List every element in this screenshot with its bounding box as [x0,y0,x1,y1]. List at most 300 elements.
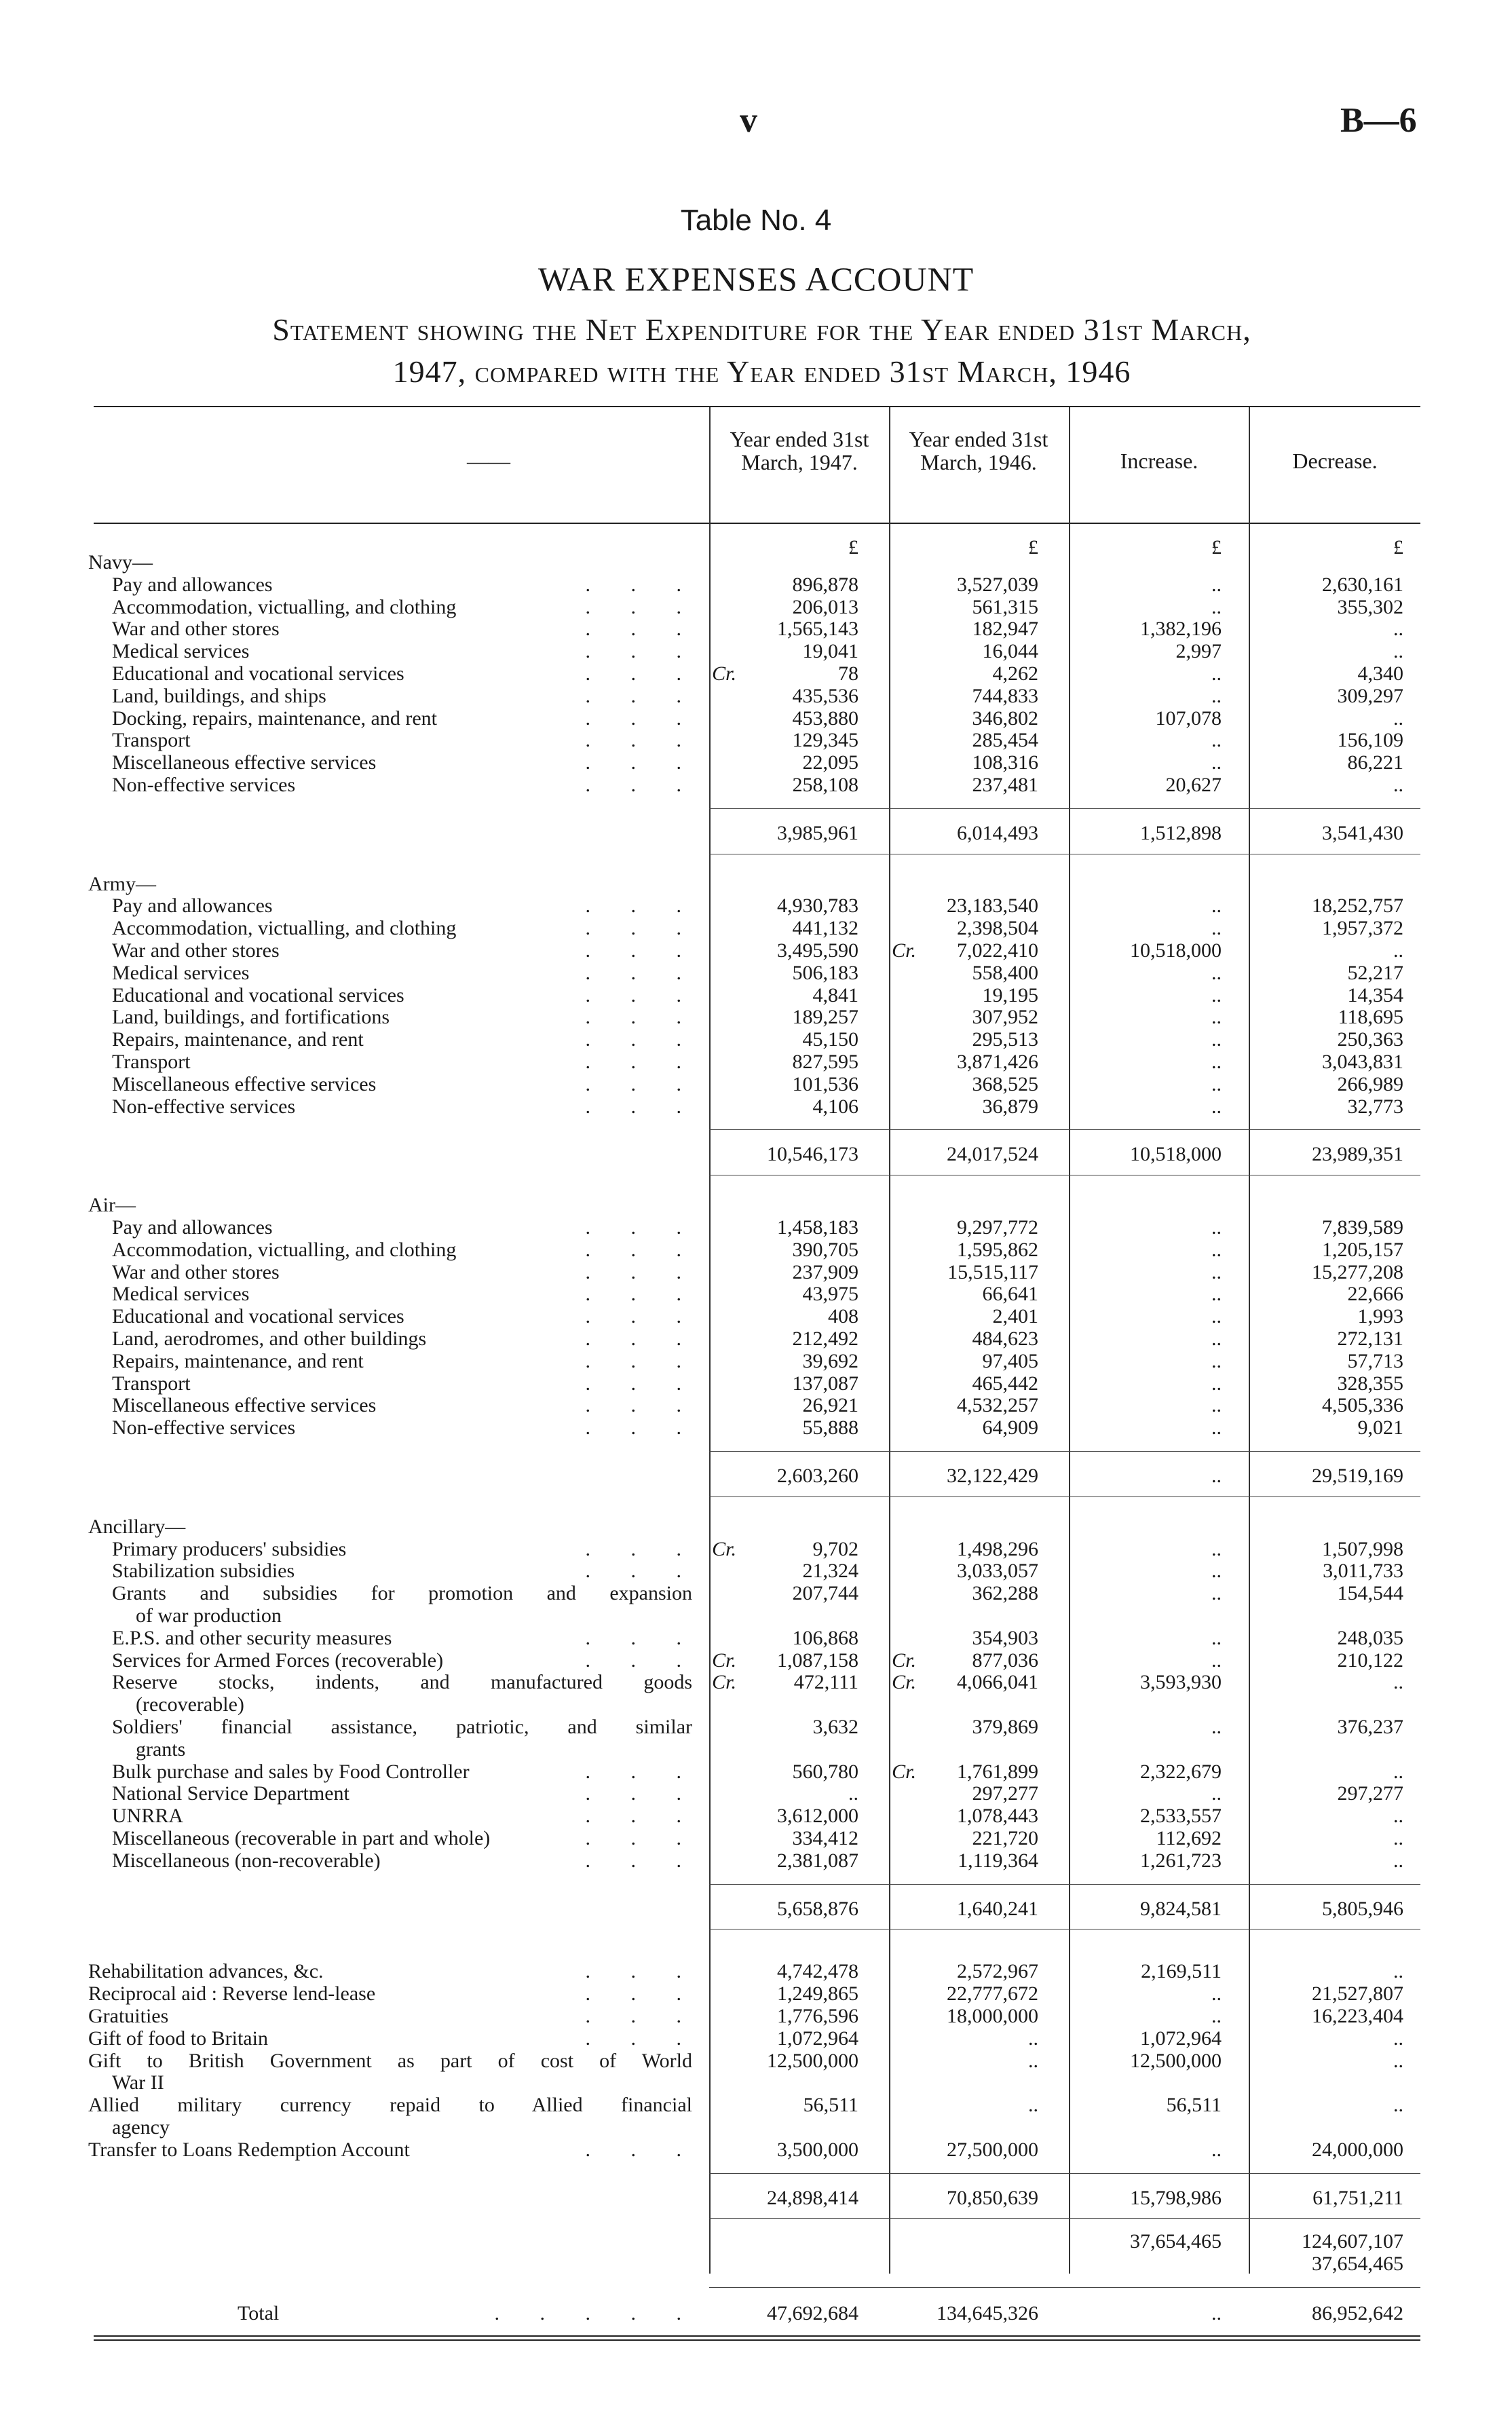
section-title [0,873,1512,895]
cell-increase: .. [1211,1560,1222,1583]
cell-1946: 877,036 [972,1649,1038,1672]
cell-1946: 182,947 [972,618,1038,641]
leader-dots: . . . . . [494,2302,699,2324]
column-rule-2 [889,407,890,2274]
cell-decrease: 328,355 [1337,1372,1403,1395]
leader-dots: . . . [585,1349,699,1372]
table-row [0,1761,1512,1783]
cell-1947: 1,458,183 [777,1216,858,1239]
cell-1947: 26,921 [802,1394,858,1417]
cell-decrease: .. [1393,1849,1403,1872]
subtotal-row [0,2187,1512,2209]
cell-increase: 2,997 [1175,640,1222,663]
cell-decrease: 272,131 [1337,1328,1403,1350]
subtotal-1946: 24,017,524 [947,1143,1038,1166]
row-label: Repairs, maintenance, and rent [112,1349,364,1372]
row-label-continuation: agency [112,2116,170,2139]
cell-decrease: .. [1393,707,1403,730]
cell-increase: .. [1211,1626,1222,1649]
cell-1946: 18,000,000 [947,2005,1038,2027]
row-label-continuation: War II [112,2071,164,2094]
cell-1946: 36,879 [982,1095,1038,1118]
cell-1947: 1,776,596 [777,2005,858,2027]
cell-1947: 137,087 [792,1372,858,1395]
cell-1946: 1,119,364 [958,1849,1038,1872]
net-increase: 37,654,465 [1130,2230,1222,2253]
row-label: Primary producers' subsidies [112,1537,347,1560]
subtotal-decrease: 29,519,169 [1312,1465,1403,1487]
leader-dots: . . . [585,1372,699,1395]
row-label: Gift of food to Britain [88,2027,268,2050]
cell-1946: 346,802 [972,707,1038,730]
cell-decrease: 14,354 [1347,983,1403,1006]
cell-1947: 4,742,478 [777,1960,858,1983]
row-label: Gratuities [88,2005,169,2027]
cell-1947: 22,095 [802,751,858,774]
table-row-continuation [0,1604,1512,1627]
leader-dots: . . . [585,1216,699,1239]
cell-increase: .. [1211,895,1222,918]
subtotal-decrease: 23,989,351 [1312,1143,1403,1166]
cell-1947: 3,500,000 [777,2138,858,2161]
leader-dots: . . . [585,618,699,641]
row-label: War and other stores [112,618,280,641]
row-label: Transport [112,1051,191,1073]
cell-decrease: 266,989 [1337,1072,1403,1095]
cell-decrease: 154,544 [1337,1582,1403,1605]
cell-decrease: 250,363 [1337,1028,1403,1051]
leader-dots: . . . [585,774,699,796]
cell-1947: .. [848,1782,858,1805]
cell-1946: 15,515,117 [947,1260,1038,1283]
leader-dots: . . . [585,1394,699,1417]
section-title [0,551,1512,573]
table-row [0,895,1512,917]
row-label: Accommodation, victualling, and clothing [112,917,457,940]
row-label: Docking, repairs, maintenance, and rent [112,707,437,730]
cell-1947: 212,492 [792,1328,858,1350]
cell-increase: .. [1211,573,1222,596]
cell-1946: 3,033,057 [957,1560,1038,1583]
row-label: Allied military currency repaid to Allied financial [88,2094,692,2117]
cell-increase: .. [1211,595,1222,618]
row-label: Accommodation, victualling, and clothing [112,1238,457,1261]
subtotal-decrease: 61,751,211 [1312,2186,1403,2209]
table-row [0,1827,1512,1849]
cell-1947: 560,780 [792,1760,858,1783]
cell-1946: 23,183,540 [947,895,1038,918]
grand-total-row [0,2302,1512,2324]
cell-increase: .. [1211,1283,1222,1306]
cell-increase: 12,500,000 [1130,2049,1222,2072]
leader-dots: . . . [585,917,699,940]
cell-1946: 744,833 [972,684,1038,707]
leader-dots: . . . [585,1760,699,1783]
cell-increase: 1,382,196 [1140,618,1222,641]
leader-dots: . . . [585,1537,699,1560]
cell-increase: 1,072,964 [1140,2027,1222,2050]
cell-1947: 453,880 [792,707,858,730]
currency-symbol: £ [1393,536,1403,559]
cell-1946: 4,262 [992,662,1038,685]
cell-1947: 827,595 [792,1051,858,1073]
subtotal-rule [709,2173,1420,2174]
subtitle-line-2: 1947, compared with the Year ended 31st March, 1946 [392,354,1131,389]
leader-dots: . . . [585,1960,699,1983]
cell-decrease: .. [1393,640,1403,663]
cell-1946: 484,623 [972,1328,1038,1350]
subtotal-row [0,1898,1512,1920]
leader-dots: . . . [585,1982,699,2006]
cell-1947: 45,150 [802,1028,858,1051]
currency-symbol: £ [1211,536,1222,559]
cell-1946: 379,869 [972,1716,1038,1738]
cell-decrease: 22,666 [1347,1283,1403,1306]
cell-increase: 2,533,557 [1140,1805,1222,1828]
cell-1947: 21,324 [802,1560,858,1583]
subtotal-1946: 6,014,493 [957,821,1038,844]
cell-increase: 2,322,679 [1140,1760,1222,1783]
subtotal-row [0,1465,1512,1487]
row-label: Grants and subsidies for promotion and expansion [112,1582,692,1605]
grand-total-decrease: 86,952,642 [1312,2302,1403,2324]
cell-increase: .. [1211,917,1222,940]
cell-decrease: 376,237 [1337,1716,1403,1738]
table-row [0,662,1512,685]
cell-1947: 441,132 [792,917,858,940]
cell-increase: 2,169,511 [1141,1960,1222,1983]
cell-increase: 10,518,000 [1130,939,1222,962]
cell-1947-cr: Cr. [712,1537,736,1560]
cell-decrease: 1,507,998 [1322,1537,1403,1560]
subtotal-1947: 24,898,414 [767,2186,858,2209]
table-row [0,1216,1512,1239]
leader-dots: . . . [585,1305,699,1328]
cell-1947: 9,702 [812,1537,858,1560]
table-row [0,1582,1512,1604]
table-row [0,729,1512,751]
grand-total-1946: 134,645,326 [937,2302,1038,2324]
table-row [0,1239,1512,1261]
cell-1946: 237,481 [972,774,1038,796]
table-row [0,774,1512,796]
subtotal-rule [709,808,1420,809]
cell-increase: .. [1211,751,1222,774]
row-label: Miscellaneous (recoverable in part and whole) [112,1827,491,1849]
cell-decrease: .. [1393,2027,1403,2050]
cell-decrease: 24,000,000 [1312,2138,1403,2161]
cell-1947: 1,565,143 [777,618,858,641]
subtotal-increase: .. [1211,1465,1222,1487]
table-row [0,984,1512,1006]
table-row [0,707,1512,730]
leader-dots: . . . [585,1006,699,1029]
row-label: War and other stores [112,1260,280,1283]
table-row-continuation [0,1693,1512,1716]
table-row [0,2139,1512,2161]
subtotal-increase: 9,824,581 [1140,1897,1222,1920]
cell-1946-cr: Cr. [892,1760,916,1783]
cell-increase: 107,078 [1155,707,1222,730]
grand-total-label: Total [238,2302,280,2324]
cell-1946: 354,903 [972,1626,1038,1649]
table-row [0,1095,1512,1118]
cell-1947: 4,930,783 [777,895,858,918]
row-label: Land, buildings, and fortifications [112,1006,390,1029]
row-label: E.P.S. and other security measures [112,1626,392,1649]
cell-1946: 64,909 [982,1416,1038,1439]
row-label: Transport [112,1372,191,1395]
table-row [0,1073,1512,1095]
cell-decrease: 1,205,157 [1322,1238,1403,1261]
table-number: Table No. 4 [680,204,832,237]
table-row [0,1960,1512,1982]
cell-1947: 101,536 [792,1072,858,1095]
cell-1947: 435,536 [792,684,858,707]
cell-1946: 295,513 [972,1028,1038,1051]
cell-1947: 237,909 [792,1260,858,1283]
cell-increase: .. [1211,1260,1222,1283]
cell-decrease: 309,297 [1337,684,1403,707]
cell-1947: 3,612,000 [777,1805,858,1828]
cell-increase: .. [1211,1095,1222,1118]
section-title-text: Air— [88,1194,136,1217]
grand-total-1947: 47,692,684 [767,2302,858,2324]
table-row [0,1394,1512,1416]
cell-decrease: 4,505,336 [1322,1394,1403,1417]
net-decrease-offset: 37,654,465 [1312,2253,1403,2276]
cell-increase: .. [1211,1072,1222,1095]
grand-total-increase: .. [1211,2302,1222,2324]
cell-increase: .. [1211,1305,1222,1328]
cell-1947: 206,013 [792,595,858,618]
cell-1947: 390,705 [792,1238,858,1261]
leader-dots: . . . [585,684,699,707]
cell-increase: 1,261,723 [1140,1849,1222,1872]
subtotal-1947: 2,603,260 [777,1465,858,1487]
table-row [0,1051,1512,1073]
cell-increase: .. [1211,1582,1222,1605]
table-row [0,1328,1512,1350]
leader-dots: . . . [585,595,699,618]
row-label: Pay and allowances [112,1216,273,1239]
cell-increase: .. [1211,1349,1222,1372]
cell-increase: .. [1211,662,1222,685]
table-row [0,1006,1512,1028]
leader-dots: . . . [585,1283,699,1306]
table-name: WAR EXPENSES ACCOUNT [537,260,975,298]
column-header-dash: —— [467,449,510,473]
row-label: War and other stores [112,939,280,962]
cell-1946: 4,066,041 [957,1671,1038,1694]
row-label: Medical services [112,1283,250,1306]
table-row [0,917,1512,939]
page-code: B—6 [1340,101,1417,140]
cell-increase: 20,627 [1165,774,1222,796]
row-label: Land, buildings, and ships [112,684,326,707]
subtotal-rule [709,1129,1420,1130]
table-row [0,962,1512,984]
row-label: Miscellaneous effective services [112,751,377,774]
row-label: Gift to British Government as part of cost of World [88,2049,692,2072]
section-title-text: Ancillary— [88,1515,186,1538]
cell-decrease: 3,011,733 [1323,1560,1403,1583]
section-title [0,1194,1512,1216]
cell-increase: .. [1211,983,1222,1006]
cell-decrease: .. [1393,1827,1403,1849]
cell-increase: .. [1211,684,1222,707]
subtotal-1947: 10,546,173 [767,1143,858,1166]
cell-1946-cr: Cr. [892,939,916,962]
cell-increase: .. [1211,1006,1222,1029]
leader-dots: . . . [585,1560,699,1583]
cell-increase: .. [1211,1238,1222,1261]
cell-1946: 297,277 [972,1782,1038,1805]
cell-decrease: .. [1393,939,1403,962]
cell-1946: .. [1028,2094,1038,2117]
cell-1947: 506,183 [792,961,858,984]
table-subtitle [98,309,1425,393]
leader-dots: . . . [585,1051,699,1073]
net-decrease: 124,607,107 [1302,2230,1403,2253]
leader-dots: . . . [585,1805,699,1828]
table-row [0,1416,1512,1439]
row-label: Pay and allowances [112,895,273,918]
cell-decrease: 2,630,161 [1322,573,1403,596]
cell-1946: 66,641 [982,1283,1038,1306]
leader-dots: . . . [585,2005,699,2027]
subtitle-line-1: Statement showing the Net Expenditure for the Year ended 31st March, [272,312,1251,347]
section-title-text: Navy— [88,551,153,573]
table-row [0,573,1512,596]
row-label: UNRRA [112,1805,184,1828]
cell-increase: .. [1211,1782,1222,1805]
table-row-continuation [0,1738,1512,1761]
cell-1946: 27,500,000 [947,2138,1038,2161]
cell-decrease: 1,957,372 [1322,917,1403,940]
leader-dots: . . . [585,1649,699,1672]
cell-decrease: .. [1393,774,1403,796]
leader-dots: . . . [585,573,699,596]
cell-1946-cr: Cr. [892,1649,916,1672]
column-header-c1: Year ended 31st March, 1947. [730,427,869,474]
subtotal-1947: 5,658,876 [777,1897,858,1920]
column-header-c2: Year ended 31st March, 1946. [909,427,1048,474]
column-rule-1 [709,407,711,2274]
cell-increase: .. [1211,1982,1222,2006]
cell-1947: 1,087,158 [777,1649,858,1672]
table-row [0,1305,1512,1328]
row-label: Transfer to Loans Redemption Account [88,2138,410,2161]
table-row [0,939,1512,962]
cell-1947-cr: Cr. [712,1649,736,1672]
cell-increase: .. [1211,2138,1222,2161]
cell-1946: .. [1028,2027,1038,2050]
subtotal-increase: 10,518,000 [1130,1143,1222,1166]
table-row [0,1716,1512,1738]
table-row [0,1028,1512,1051]
column-header-c4: Decrease. [1292,449,1378,473]
cell-1947: 129,345 [792,729,858,752]
cell-1946: 1,078,443 [957,1805,1038,1828]
cell-decrease: 156,109 [1337,729,1403,752]
cell-1947-cr: Cr. [712,662,736,685]
section-title [0,1515,1512,1538]
cell-1947: 896,878 [792,573,858,596]
row-label: Stabilization subsidies [112,1560,295,1583]
cell-increase: .. [1211,1051,1222,1073]
row-label-continuation: grants [136,1737,186,1761]
cell-1946: 16,044 [982,640,1038,663]
subtotal-1947: 3,985,961 [777,821,858,844]
cell-1947: 258,108 [792,774,858,796]
cell-1947: 19,041 [802,640,858,663]
cell-1946: 97,405 [982,1349,1038,1372]
row-label: Reciprocal aid : Reverse lend-lease [88,1982,376,2006]
row-label: Services for Armed Forces (recoverable) [112,1649,444,1672]
subtotal-increase: 1,512,898 [1140,821,1222,844]
cell-increase: .. [1211,1716,1222,1738]
row-label: Rehabilitation advances, &c. [88,1960,324,1983]
cell-1946: 561,315 [972,595,1038,618]
cell-1946: 3,871,426 [957,1051,1038,1073]
row-label: Non-effective services [112,774,296,796]
cell-1946: 3,527,039 [957,573,1038,596]
cell-decrease: 1,993 [1357,1305,1403,1328]
cell-1946: 7,022,410 [957,939,1038,962]
cell-increase: .. [1211,1328,1222,1350]
leader-dots: . . . [585,1827,699,1849]
cell-1947: 408 [828,1305,858,1328]
cell-decrease: .. [1393,1760,1403,1783]
cell-1946: 4,532,257 [957,1394,1038,1417]
cell-1946: 558,400 [972,961,1038,984]
row-label: Bulk purchase and sales by Food Controller [112,1760,470,1783]
cell-decrease: .. [1393,2094,1403,2117]
cell-decrease: 21,527,807 [1312,1982,1403,2006]
table-row [0,2094,1512,2116]
row-label: Transport [112,729,191,752]
cell-1946: 1,595,862 [957,1238,1038,1261]
cell-decrease: .. [1393,1805,1403,1828]
leader-dots: . . . [585,751,699,774]
cell-1947: 334,412 [792,1827,858,1849]
row-label: Educational and vocational services [112,1305,404,1328]
cell-1946: 2,401 [992,1305,1038,1328]
subtotal-increase: 15,798,986 [1130,2186,1222,2209]
cell-decrease: 86,221 [1347,751,1403,774]
cell-1946: 19,195 [982,983,1038,1006]
leader-dots: . . . [585,640,699,663]
cell-increase: .. [1211,1216,1222,1239]
leader-dots: . . . [585,1328,699,1350]
table-row [0,1372,1512,1395]
cell-increase: .. [1211,1394,1222,1417]
page-center-mark: v [740,101,757,140]
cell-1947: 2,381,087 [777,1849,858,1872]
cell-1946: 285,454 [972,729,1038,752]
row-label: Pay and allowances [112,573,273,596]
row-label: Soldiers' financial assistance, patriotic, and similar [112,1716,692,1738]
cell-increase: .. [1211,1537,1222,1560]
cell-increase: 112,692 [1156,1827,1222,1849]
subtotal-rule [709,1451,1420,1452]
cell-increase: .. [1211,1416,1222,1439]
cell-1946: 1,498,296 [957,1537,1038,1560]
table-row [0,685,1512,707]
cell-decrease: 118,695 [1338,1006,1403,1029]
row-label: Miscellaneous effective services [112,1072,377,1095]
